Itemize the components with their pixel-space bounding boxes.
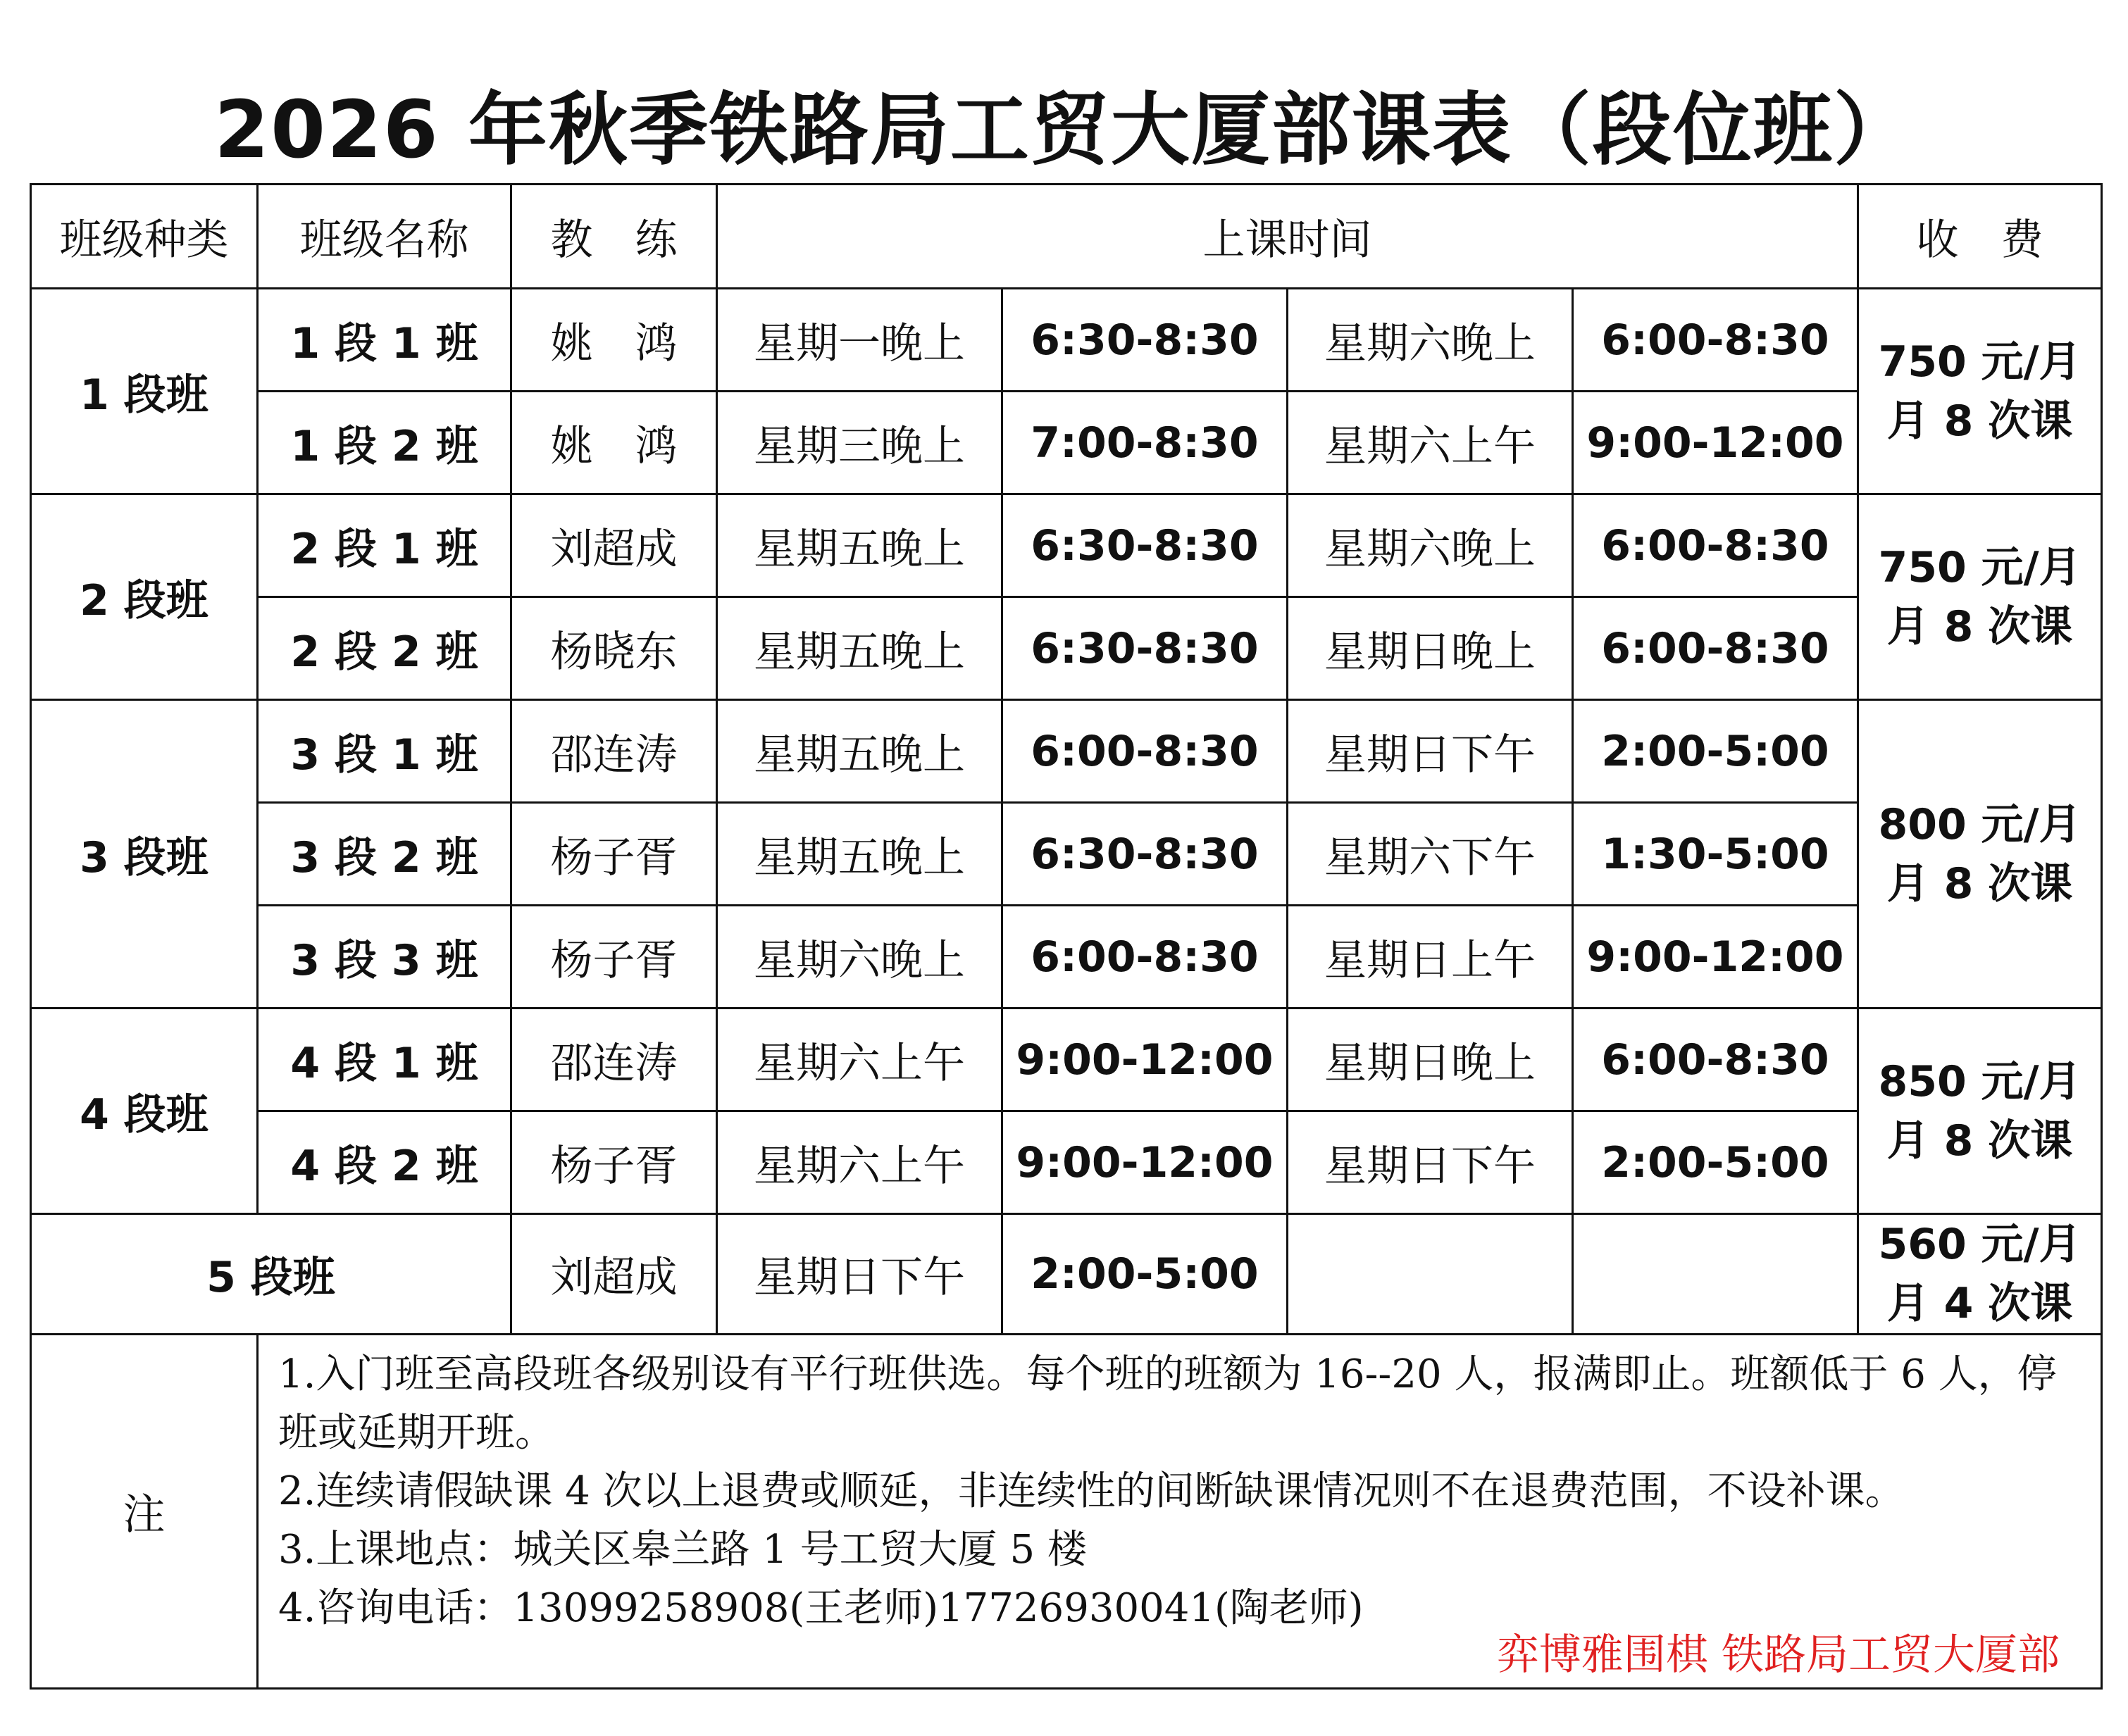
class-type: 4 段班	[31, 1008, 258, 1214]
time-1: 6:00-8:30	[1002, 906, 1288, 1008]
class-name: 3 段 2 班	[258, 803, 511, 906]
empty-cell	[1288, 1214, 1573, 1335]
fee-cell	[1858, 494, 2102, 700]
time-1: 9:00-12:00	[1002, 1008, 1288, 1111]
time-1: 6:30-8:30	[1002, 803, 1288, 906]
time-2: 2:00-5:00	[1573, 700, 1858, 803]
notes-cell	[258, 1335, 2102, 1689]
class-name: 4 段 2 班	[258, 1111, 511, 1214]
day-2: 星期日晚上	[1288, 1008, 1573, 1111]
fee-price: 850 元/月	[1878, 1056, 2082, 1106]
class-name: 3 段 1 班	[258, 700, 511, 803]
time-1: 2:00-5:00	[1002, 1214, 1288, 1335]
day-1: 星期一晚上	[717, 289, 1002, 392]
coach: 杨晓东	[511, 597, 717, 700]
coach: 杨子胥	[511, 1111, 717, 1214]
fee-sessions: 月 8 次课	[1886, 1116, 2073, 1166]
class-type: 1 段班	[31, 289, 258, 494]
fee-sessions: 月 8 次课	[1886, 396, 2073, 446]
table-row	[31, 1008, 2102, 1111]
note-item: 3.上课地点：城关区皋兰路 1 号工贸大厦 5 楼	[278, 1527, 1087, 1573]
day-1: 星期六晚上	[717, 906, 1002, 1008]
day-1: 星期五晚上	[717, 700, 1002, 803]
time-2: 9:00-12:00	[1573, 906, 1858, 1008]
time-2: 6:00-8:30	[1573, 1008, 1858, 1111]
fee-price: 560 元/月	[1878, 1220, 2082, 1269]
table-row	[31, 289, 2102, 392]
coach: 杨子胥	[511, 803, 717, 906]
fee-price: 750 元/月	[1878, 337, 2082, 387]
class-name: 3 段 3 班	[258, 906, 511, 1008]
day-2: 星期六晚上	[1288, 289, 1573, 392]
time-1: 6:30-8:30	[1002, 494, 1288, 597]
header-type: 班级种类	[31, 185, 258, 289]
coach: 邵连涛	[511, 700, 717, 803]
day-1: 星期六上午	[717, 1111, 1002, 1214]
day-1: 星期六上午	[717, 1008, 1002, 1111]
day-1: 星期五晚上	[717, 803, 1002, 906]
table-row	[31, 700, 2102, 803]
coach: 姚 鸿	[511, 289, 717, 392]
day-1: 星期五晚上	[717, 494, 1002, 597]
class-name: 2 段 1 班	[258, 494, 511, 597]
header-name: 班级名称	[258, 185, 511, 289]
header-row	[31, 185, 2102, 289]
day-2: 星期日下午	[1288, 700, 1573, 803]
day-2: 星期日晚上	[1288, 597, 1573, 700]
class-type: 3 段班	[31, 700, 258, 1008]
table-row	[31, 597, 2102, 700]
fee-sessions: 月 8 次课	[1886, 601, 2073, 651]
class-name: 2 段 2 班	[258, 597, 511, 700]
signature: 弈博雅围棋 铁路局工贸大厦部	[1496, 1630, 2060, 1680]
day-2: 星期六晚上	[1288, 494, 1573, 597]
header-time: 上课时间	[717, 185, 1858, 289]
fee-price: 800 元/月	[1878, 799, 2082, 849]
header-coach: 教 练	[511, 185, 717, 289]
time-1: 9:00-12:00	[1002, 1111, 1288, 1214]
fee-sessions: 月 4 次课	[1886, 1279, 2073, 1328]
fee-cell	[1858, 1008, 2102, 1214]
time-1: 6:00-8:30	[1002, 700, 1288, 803]
notes-label: 注	[31, 1335, 258, 1689]
fee-sessions: 月 8 次课	[1886, 858, 2073, 908]
fee-cell	[1858, 1214, 2102, 1335]
time-2: 9:00-12:00	[1573, 392, 1858, 494]
note-item: 4.咨询电话：13099258908(王老师)17726930041(陶老师)	[278, 1585, 1364, 1631]
notes-row	[31, 1335, 2102, 1689]
fee-cell	[1858, 289, 2102, 494]
coach: 邵连涛	[511, 1008, 717, 1111]
table-row	[31, 392, 2102, 494]
notes-list	[259, 1335, 2101, 1637]
day-2: 星期日上午	[1288, 906, 1573, 1008]
coach: 刘超成	[511, 494, 717, 597]
page-title: 2026 年秋季铁路局工贸大厦部课表（段位班）	[214, 85, 1914, 176]
day-2: 星期六下午	[1288, 803, 1573, 906]
day-1: 星期日下午	[717, 1214, 1002, 1335]
time-1: 6:30-8:30	[1002, 597, 1288, 700]
coach: 刘超成	[511, 1214, 717, 1335]
table-row	[31, 494, 2102, 597]
day-2: 星期六上午	[1288, 392, 1573, 494]
empty-cell	[1573, 1214, 1858, 1335]
schedule-table	[30, 183, 2103, 1690]
table-row	[31, 1111, 2102, 1214]
class-type: 5 段班	[31, 1214, 511, 1335]
class-name: 1 段 1 班	[258, 289, 511, 392]
time-2: 2:00-5:00	[1573, 1111, 1858, 1214]
time-2: 6:00-8:30	[1573, 597, 1858, 700]
class-type: 2 段班	[31, 494, 258, 700]
header-fee: 收 费	[1858, 185, 2102, 289]
note-item: 2.连续请假缺课 4 次以上退费或顺延，非连续性的间断缺课情况则不在退费范围，不设补课。	[278, 1468, 1905, 1514]
table-row	[31, 906, 2102, 1008]
day-1: 星期三晚上	[717, 392, 1002, 494]
fee-cell	[1858, 700, 2102, 1008]
day-1: 星期五晚上	[717, 597, 1002, 700]
table-row	[31, 803, 2102, 906]
time-1: 7:00-8:30	[1002, 392, 1288, 494]
day-2: 星期日下午	[1288, 1111, 1573, 1214]
note-item: 1.入门班至高段班各级别设有平行班供选。每个班的班额为 16--20 人，报满即止。班额低于 6 人，停班或延期开班。	[278, 1351, 2057, 1456]
time-2: 6:00-8:30	[1573, 494, 1858, 597]
time-2: 1:30-5:00	[1573, 803, 1858, 906]
time-2: 6:00-8:30	[1573, 289, 1858, 392]
table-row	[31, 1214, 2102, 1335]
class-name: 1 段 2 班	[258, 392, 511, 494]
fee-price: 750 元/月	[1878, 542, 2082, 592]
class-name: 4 段 1 班	[258, 1008, 511, 1111]
coach: 姚 鸿	[511, 392, 717, 494]
coach: 杨子胥	[511, 906, 717, 1008]
time-1: 6:30-8:30	[1002, 289, 1288, 392]
